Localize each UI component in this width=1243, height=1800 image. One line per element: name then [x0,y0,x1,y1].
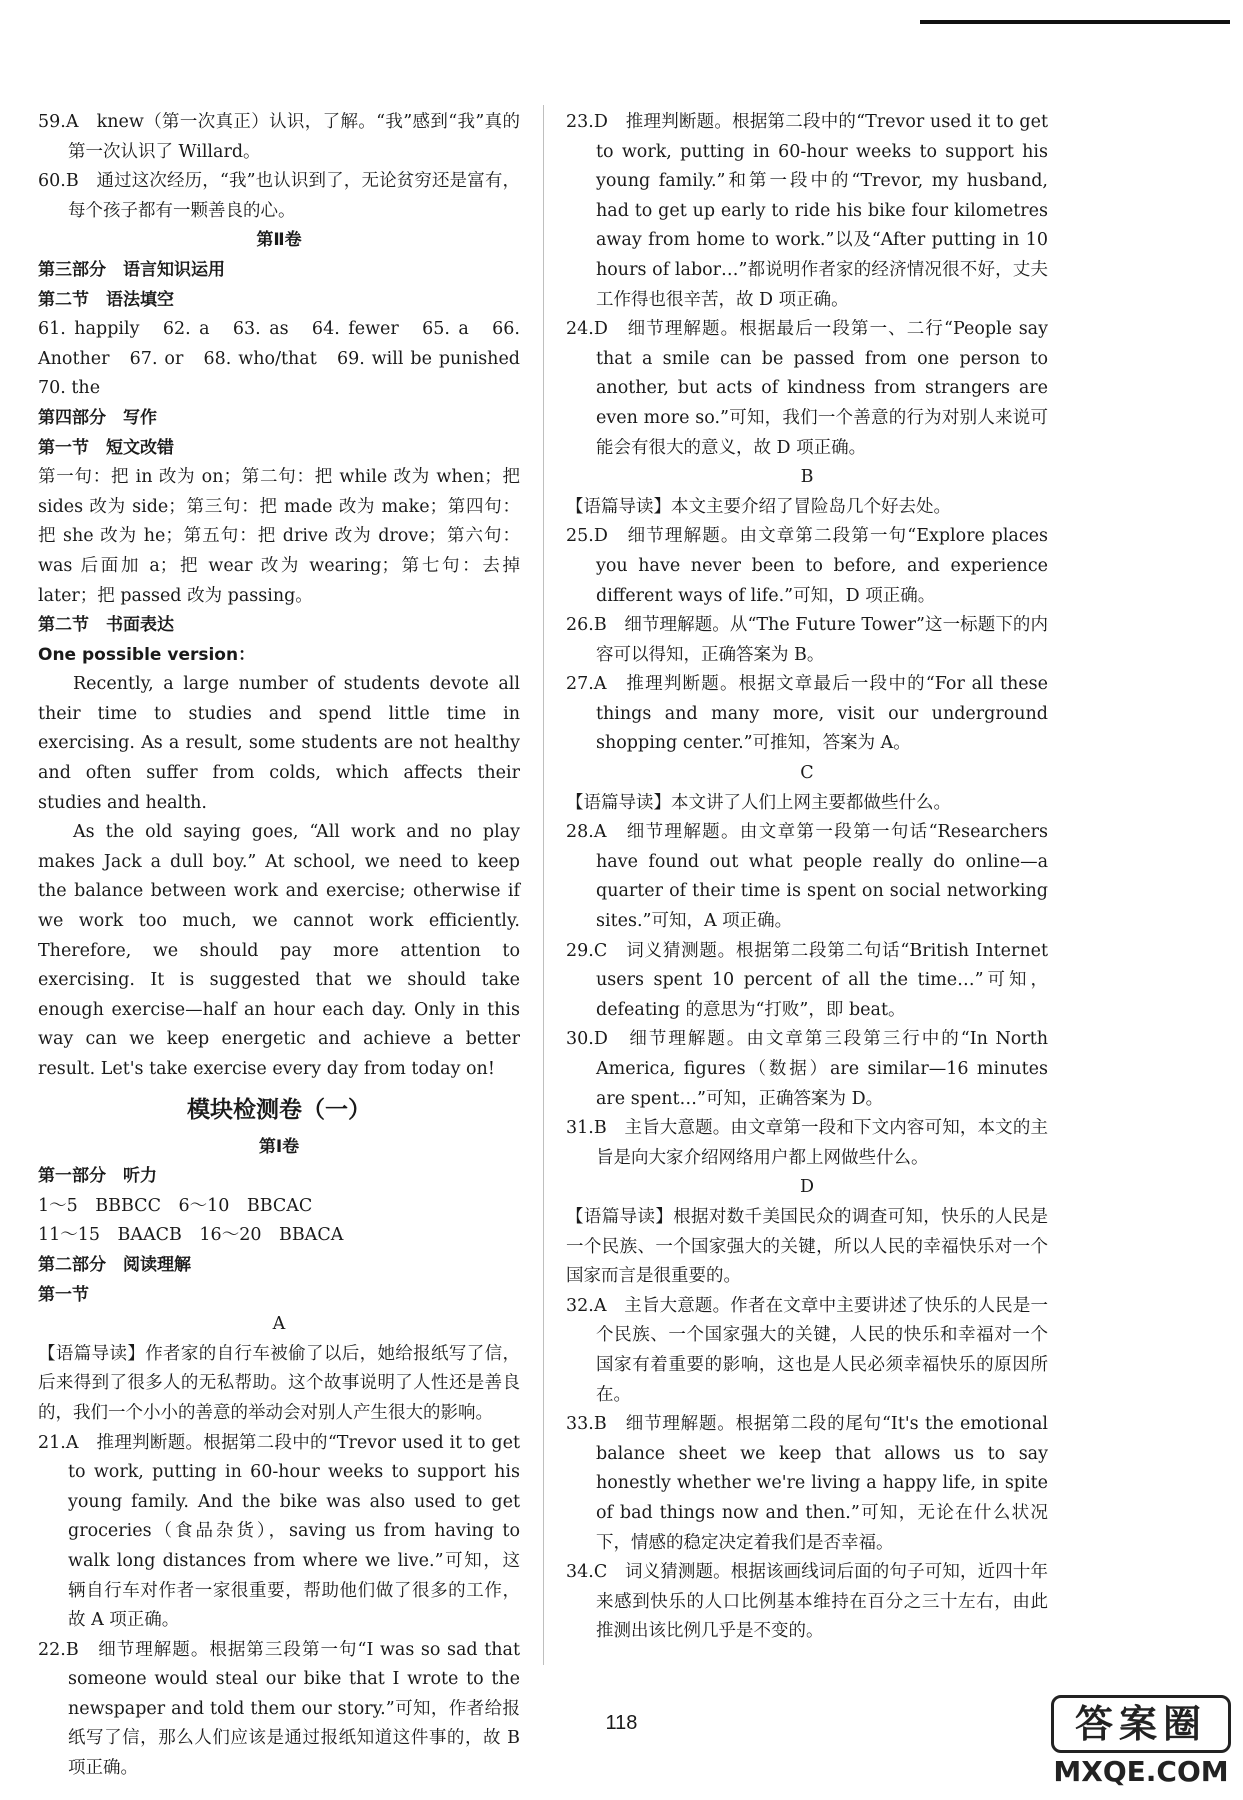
left-paragraph: 第二节 语法填空 [38,289,174,310]
right-paragraph: 28.A 细节理解题。由文章第一段第一句话“Researchers have found out what people really do online—a quarter of their time is spent on social networking sites.”可知，A 项正确。 [566,822,1048,932]
left-paragraph: 第二节 书面表达 [38,615,174,636]
right-paragraph: 【语篇导读】根据对数千美国民众的调查可知，快乐的人民是一个民族、一个国家强大的关键，所以人民的幸福快乐对一个国家而言是很重要的。 [566,1206,1048,1287]
watermark-logo [1051,1695,1231,1790]
right-paragraph: 32.A 主旨大意题。作者在文章中主要讲述了快乐的人民是一个民族、一个国家强大的关键，人民的快乐和幸福对一个国家有着重要的影响，这也是人民必须幸福快乐的原因所在。 [566,1295,1048,1405]
left-paragraph: Recently, a large number of students devote all their time to studies and spend little time in exercising. As a result, some students are not healthy and often suffer from colds, which affects their studies and health. [38,674,520,813]
left-paragraph: One possible version： [38,644,256,665]
left-paragraph: 59.A knew（第一次真正）认识，了解。“我”感到“我”真的第一次认识了 Willard。 [38,112,520,162]
left-paragraph: 第一节 短文改错 [38,437,174,458]
right-paragraph: 27.A 推理判断题。根据文章最后一段中的“For all these things and many more, visit our underground shopping center.”可推知，答案为 A。 [566,674,1048,754]
right-paragraph: C [800,763,814,784]
left-paragraph: 11～15 BAACB 16～20 BBACA [38,1225,344,1246]
right-paragraph: 26.B 细节理解题。从“The Future Tower”这一标题下的内容可以得知，正确答案为 B。 [566,615,1048,665]
right-paragraph: 25.D 细节理解题。由文章第二段第一句“Explore places you have never been to before, and experience different ways of life.”可知，D 项正确。 [566,526,1048,606]
right-paragraph: B [800,467,814,488]
watermark-top: 答案圈 [1051,1695,1231,1753]
right-paragraph: 33.B 细节理解题。根据第二段的尾句“It's the emotional balance sheet we keep that allows us to say honestly whether we're living a happy life, in spite of bad things now and then.”可知，无论在什么状况下，情感的稳定决定着我们是否幸福。 [566,1414,1048,1553]
left-paragraph: 22.B 细节理解题。根据第三段第一句“I was so sad that someone would steal our bike that I wrote to the newspaper and told them our story.”可知，作者给报纸写了信，那么人们应该是通过报纸知道这件事的，故 B 项正确。 [38,1639,520,1779]
left-column [38,108,538,1784]
left-paragraph: 60.B 通过这次经历，“我”也认识到了，无论贫穷还是富有，每个孩子都有一颗善良的心。 [38,171,520,221]
right-column [566,108,1048,1647]
left-paragraph: 21.A 推理判断题。根据第二段中的“Trevor used it to get to work, putting in 60-hour weeks to support his young family. And the bike was also used to get groceries（食品杂货），saving us from having to walk long distances from where we live.”可知，这辆自行车对作者一家很重要，帮助他们做了很多的工作，故 A 项正确。 [38,1432,520,1631]
page-number: 118 [605,1712,638,1734]
left-paragraph: 第四部分 写作 [38,407,157,428]
left-paragraph: 模块检测卷（一） [187,1096,371,1123]
header-rule [920,20,1230,24]
left-paragraph: 【语篇导读】作者家的自行车被偷了以后，她给报纸写了信，后来得到了很多人的无私帮助。这个故事说明了人性还是善良的，我们一个小小的善意的举动会对别人产生很大的影响。 [38,1343,520,1423]
right-paragraph: 30.D 细节理解题。由文章第三段第三行中的“In North America, figures（数据）are similar—16 minutes are spent…”可知，正确答案为 D。 [566,1029,1048,1109]
left-paragraph: A [272,1314,286,1335]
watermark-bottom: MXQE.COM [1053,1755,1229,1788]
right-paragraph: 31.B 主旨大意题。由文章第一段和下文内容可知，本文的主旨是向大家介绍网络用户都上网做些什么。 [566,1118,1048,1168]
right-paragraph: 24.D 细节理解题。根据最后一段第一、二行“People say that a smile can be passed from one person to another, but acts of kindness from strangers are even more so.”可知，我们一个善意的行为对别人来说可能会有很大的意义，故 D 项正确。 [566,319,1048,458]
left-paragraph: 第Ⅰ卷 [258,1136,300,1157]
left-paragraph: 第一部分 听力 [38,1166,157,1187]
left-paragraph: As the old saying goes, “All work and no play makes Jack a dull boy.” At school, we need to keep the balance between work and exercise; otherwise if we work too much, we cannot work efficiently. Therefore, we should pay more attention to exercising. It is suggested that we should take enough exercise—half an hour each day. Only in this way can we keep energetic and achieve a better result. Let's take exercise every day from today on! [38,822,520,1079]
right-paragraph: 34.C 词义猜测题。根据该画线词后面的句子可知，近四十年来感到快乐的人口比例基本维持在百分之三十左右，由此推测出该比例几乎是不变的。 [566,1562,1048,1642]
right-paragraph: D [799,1177,815,1198]
left-paragraph: 第Ⅱ卷 [256,230,302,251]
left-paragraph: 1～5 BBBCC 6～10 BBCAC [38,1195,313,1216]
left-paragraph: 第一句：把 in 改为 on；第二句：把 while 改为 when；把 sides 改为 side；第三句：把 made 改为 make；第四句：把 she 改为 he；第五句：把 drive 改为 drove；第六句：was 后面加 a；把 wear 改为 wearing；第七句：去掉 later；把 passed 改为 passing。 [38,467,520,606]
right-paragraph: 29.C 词义猜测题。根据第二段第二句话“British Internet users spent 10 percent of all the time…”可知，defeating 的意思为“打败”，即 beat。 [566,940,1048,1020]
left-paragraph: 第一节 [38,1284,89,1305]
right-paragraph: 23.D 推理判断题。根据第二段中的“Trevor used it to get to work, putting in 60-hour weeks to support his young family.”和第一段中的“Trevor, my husband, had to get up early to ride his bike four kilometres away from home to work.”以及“After putting in 10 hours of labor…”都说明作者家的经济情况很不好，丈夫工作得也很辛苦，故 D 项正确。 [566,112,1048,310]
left-paragraph: 第二部分 阅读理解 [38,1254,191,1275]
right-paragraph: 【语篇导读】本文主要介绍了冒险岛几个好去处。 [566,496,951,517]
right-paragraph: 【语篇导读】本文讲了人们上网主要都做些什么。 [566,792,951,813]
left-paragraph: 第三部分 语言知识运用 [38,259,225,280]
column-divider [543,105,544,1665]
left-paragraph: 61. happily 62. a 63. as 64. fewer 65. a 66. Another 67. or 68. who/that 69. will be punished 70. the [38,319,538,399]
